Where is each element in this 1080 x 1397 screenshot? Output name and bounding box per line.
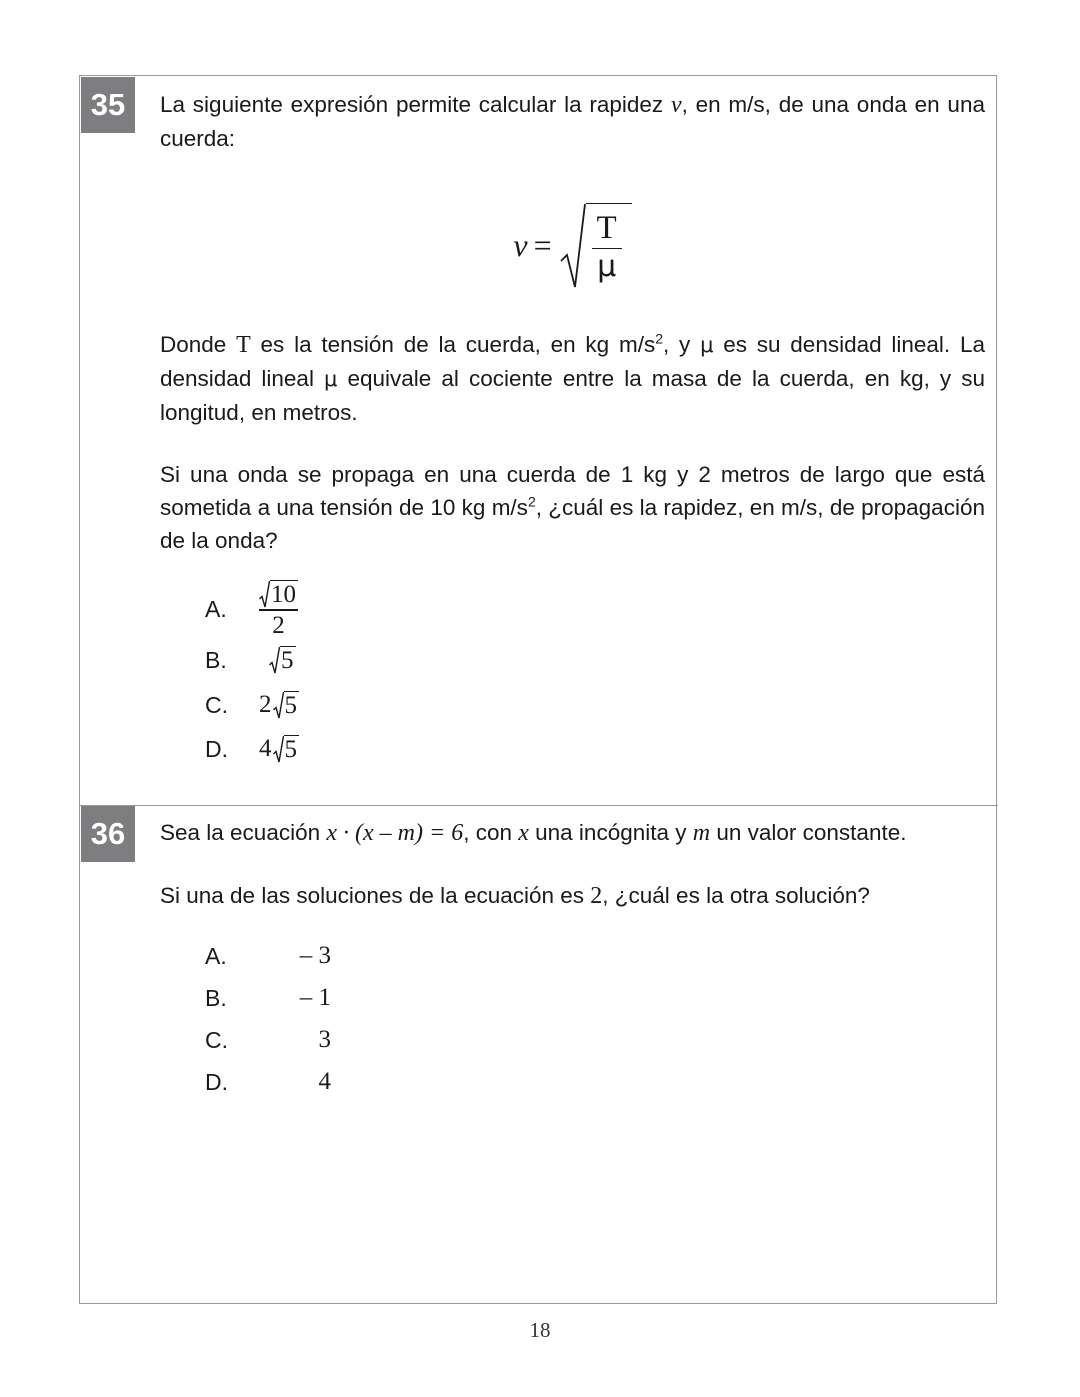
option-b-35[interactable]: [205, 637, 705, 683]
definition-part-e: equivale al cociente entre la masa de la cuerda, en kg, y su longitud, en metros.: [160, 366, 985, 425]
radical-sign-icon-a: [259, 580, 270, 608]
linear-density-symbol-mu-2: μ: [324, 367, 338, 391]
exam-question-box: [79, 75, 997, 1304]
q36-q-part-b: , ¿cuál es la otra solución?: [602, 883, 870, 908]
definition-paragraph: [160, 328, 985, 429]
option-a-35[interactable]: [205, 581, 705, 637]
wave-speed-formula: [160, 188, 985, 303]
page-number: 18: [529, 1318, 551, 1342]
option-value-c-35: [259, 690, 299, 720]
square-root-symbol: [560, 203, 632, 289]
fraction-denominator-mu: μ: [597, 249, 617, 285]
option-letter-d-36: D.: [205, 1068, 228, 1095]
question-36-question-paragraph: [160, 879, 985, 913]
variable-m: m: [692, 820, 711, 846]
statement-text-part-1: La siguiente expresión permite calcular la rapidez: [160, 92, 671, 117]
option-value-b-36: – 1: [299, 984, 331, 1011]
option-letter-d-35: D.: [205, 735, 228, 762]
definition-part-a: Donde: [160, 332, 237, 357]
question-35-definitions: [160, 328, 985, 557]
radical-sign-icon: [560, 203, 586, 289]
option-value-a-35: [259, 580, 298, 638]
radical-sign-icon-b: [269, 646, 280, 674]
question-35-options: [205, 581, 705, 771]
option-letter-a-36: A.: [205, 942, 227, 969]
option-letter-b-36: B.: [205, 984, 227, 1011]
q36-q-part-a: Si una de las soluciones de la ecuación es: [160, 883, 591, 908]
option-c-36[interactable]: [205, 1019, 705, 1061]
sqrt-5-c: [273, 691, 300, 719]
radical-sign-icon-d: [273, 735, 284, 763]
radicand-5-c: 5: [284, 691, 297, 719]
question-36-options: [205, 935, 705, 1103]
radicand-5-b: 5: [281, 646, 294, 674]
option-b-36[interactable]: [205, 977, 705, 1019]
variable-v: v: [670, 92, 682, 118]
q36-part-c: una incógnita y: [528, 820, 693, 845]
fraction-numerator-T: T: [596, 209, 617, 246]
option-d-36[interactable]: [205, 1061, 705, 1103]
tension-symbol-T: T: [236, 332, 251, 358]
option-a-denominator: 2: [272, 611, 285, 639]
question-number-badge-36: 36: [81, 806, 135, 862]
question-36-statement-paragraph: [160, 816, 985, 850]
q36-part-a: Sea la ecuación: [160, 820, 327, 845]
sqrt-5-b: [269, 646, 296, 674]
problem-paragraph: [160, 458, 985, 557]
equation-expression: x · (x – m) = 6: [326, 820, 464, 846]
problem-part-a: Si una onda se propaga en una cuerda de 1 kg y 2 metros de largo que está sometida a una tensión de 10 kg m/s: [160, 462, 985, 520]
coefficient-4-d: 4: [259, 735, 272, 762]
exponent-two-a: 2: [655, 330, 663, 347]
question-36-body: [160, 816, 985, 913]
question-divider: [80, 805, 998, 806]
q36-part-b: , con: [463, 820, 519, 845]
option-d-35[interactable]: [205, 727, 705, 771]
option-value-d-36: 4: [318, 1068, 331, 1095]
q36-part-d: un valor constante.: [710, 820, 907, 845]
definition-part-b: es la tensión de la cuerda, en kg m/s: [250, 332, 656, 357]
question-number-badge-35: 35: [81, 77, 135, 133]
radical-sign-icon-c: [273, 691, 284, 719]
variable-x: x: [518, 820, 529, 846]
fraction-sqrt10-over-2: [259, 580, 298, 638]
option-letter-c-35: C.: [205, 691, 228, 718]
fraction-T-over-mu: [592, 210, 622, 285]
radicand-5-d: 5: [284, 735, 297, 763]
option-letter-b-35: B.: [205, 646, 227, 673]
option-value-b-35: [259, 645, 296, 675]
exponent-two-b: 2: [527, 493, 536, 510]
sqrt-10: [259, 580, 298, 608]
option-value-a-36: – 3: [299, 942, 331, 969]
formula-lhs-v: v: [513, 227, 528, 263]
option-letter-a-35: A.: [205, 595, 227, 622]
radicand-group: [586, 203, 632, 289]
option-a-36[interactable]: [205, 935, 705, 977]
formula-equals-sign: =: [533, 227, 552, 263]
option-value-c-36: 3: [318, 1026, 331, 1053]
sqrt-5-d: [273, 735, 300, 763]
option-a-fraction-bar: [259, 609, 298, 611]
coefficient-2-c: 2: [259, 691, 272, 718]
question-35-body: [160, 88, 985, 155]
linear-density-symbol-mu-1: μ: [700, 333, 714, 357]
definition-part-c: , y: [663, 332, 701, 357]
question-35-statement-paragraph: [160, 88, 985, 155]
definition-part-d: es su densidad lineal. La densidad lineal: [160, 332, 985, 391]
option-letter-c-36: C.: [205, 1026, 228, 1053]
option-c-35[interactable]: [205, 683, 705, 727]
radicand-10: 10: [271, 581, 296, 609]
solution-value-2: 2: [590, 883, 603, 909]
option-value-d-35: [259, 734, 299, 764]
statement-text-part-2: , en m/s, de una onda en una cuerda:: [160, 92, 985, 151]
problem-part-b: , ¿cuál es la rapidez, en m/s, de propagación de la onda?: [160, 495, 985, 553]
